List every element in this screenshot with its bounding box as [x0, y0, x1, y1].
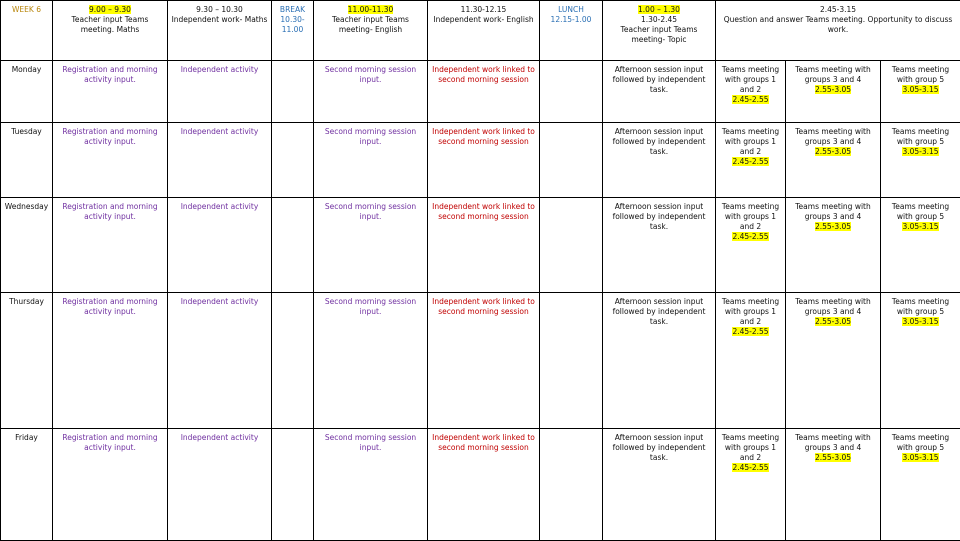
day-label: Thursday	[1, 293, 53, 429]
second-input-cell: Second morning session input.	[314, 293, 428, 429]
group-5-time: 3.05-3.15	[902, 453, 938, 462]
slot1-time: 9.00 – 9.30	[89, 5, 131, 14]
groups-3-4-time: 2.55-3.05	[815, 147, 851, 156]
registration-cell: Registration and morning activity input.	[53, 198, 168, 293]
break-cell	[272, 293, 314, 429]
slot2-time: 9.30 – 10.30	[170, 5, 269, 15]
groups-3-4-time: 2.55-3.05	[815, 453, 851, 462]
groups-3-4-cell	[786, 429, 881, 541]
groups-1-2-time: 2.45-2.55	[732, 157, 768, 166]
day-row-tuesday	[1, 123, 960, 198]
independent-cell: Independent activity	[168, 198, 272, 293]
independent-cell: Independent activity	[168, 61, 272, 123]
break-cell	[272, 198, 314, 293]
break-time: 10.30-11.00	[274, 15, 311, 35]
day-row-wednesday	[1, 198, 960, 293]
groups-3-4-text: Teams meeting with groups 3 and 4	[788, 433, 878, 453]
groups-1-2-cell	[716, 429, 786, 541]
group-5-time: 3.05-3.15	[902, 147, 938, 156]
groups-1-2-text: Teams meeting with groups 1 and 2	[718, 127, 783, 157]
registration-cell: Registration and morning activity input.	[53, 123, 168, 198]
group-5-cell	[881, 61, 960, 123]
independent-cell: Independent activity	[168, 429, 272, 541]
groups-3-4-text: Teams meeting with groups 3 and 4	[788, 297, 878, 317]
day-label: Friday	[1, 429, 53, 541]
group-5-cell	[881, 198, 960, 293]
day-label: Tuesday	[1, 123, 53, 198]
second-work-cell: Independent work linked to second morning session	[428, 429, 540, 541]
group-5-text: Teams meeting with group 5	[883, 297, 958, 317]
second-work-cell: Independent work linked to second morning session	[428, 61, 540, 123]
header-slot4	[428, 1, 540, 61]
group-5-cell	[881, 123, 960, 198]
groups-1-2-time: 2.45-2.55	[732, 232, 768, 241]
day-label: Wednesday	[1, 198, 53, 293]
groups-1-2-text: Teams meeting with groups 1 and 2	[718, 433, 783, 463]
break-cell	[272, 61, 314, 123]
second-input-cell: Second morning session input.	[314, 429, 428, 541]
groups-3-4-text: Teams meeting with groups 3 and 4	[788, 65, 878, 85]
header-break	[272, 1, 314, 61]
afternoon-cell: Afternoon session input followed by independent task.	[603, 293, 716, 429]
groups-1-2-cell	[716, 123, 786, 198]
groups-3-4-cell	[786, 123, 881, 198]
lunch-cell	[540, 429, 603, 541]
slot5-desc: Teacher input Teams meeting- Topic	[605, 25, 713, 45]
group-5-cell	[881, 293, 960, 429]
groups-1-2-cell	[716, 61, 786, 123]
lunch-cell	[540, 198, 603, 293]
groups-1-2-time: 2.45-2.55	[732, 95, 768, 104]
slot6-time: 2.45-3.15	[718, 5, 958, 15]
registration-cell: Registration and morning activity input.	[53, 61, 168, 123]
slot3-desc: Teacher input Teams meeting- English	[316, 15, 425, 35]
second-input-cell: Second morning session input.	[314, 61, 428, 123]
groups-1-2-text: Teams meeting with groups 1 and 2	[718, 297, 783, 327]
lunch-cell	[540, 293, 603, 429]
slot3-time: 11.00-11.30	[348, 5, 394, 14]
groups-1-2-text: Teams meeting with groups 1 and 2	[718, 202, 783, 232]
registration-cell: Registration and morning activity input.	[53, 429, 168, 541]
second-input-cell: Second morning session input.	[314, 198, 428, 293]
header-slot6	[716, 1, 960, 61]
slot2-desc: Independent work- Maths	[170, 15, 269, 25]
afternoon-cell: Afternoon session input followed by independent task.	[603, 429, 716, 541]
groups-3-4-text: Teams meeting with groups 3 and 4	[788, 127, 878, 147]
second-work-cell: Independent work linked to second morning session	[428, 293, 540, 429]
lunch-cell	[540, 123, 603, 198]
independent-cell: Independent activity	[168, 123, 272, 198]
lunch-cell	[540, 61, 603, 123]
groups-3-4-cell	[786, 61, 881, 123]
slot5-time2: 1.30-2.45	[605, 15, 713, 25]
header-row	[1, 1, 960, 61]
header-slot5	[603, 1, 716, 61]
afternoon-cell: Afternoon session input followed by independent task.	[603, 123, 716, 198]
slot4-desc: Independent work- English	[430, 15, 537, 25]
second-work-cell: Independent work linked to second morning session	[428, 198, 540, 293]
day-label: Monday	[1, 61, 53, 123]
break-cell	[272, 429, 314, 541]
second-work-cell: Independent work linked to second morning session	[428, 123, 540, 198]
groups-3-4-cell	[786, 293, 881, 429]
group-5-cell	[881, 429, 960, 541]
group-5-text: Teams meeting with group 5	[883, 433, 958, 453]
group-5-text: Teams meeting with group 5	[883, 65, 958, 85]
week-label: WEEK 6	[1, 1, 53, 61]
break-cell	[272, 123, 314, 198]
group-5-time: 3.05-3.15	[902, 222, 938, 231]
independent-cell: Independent activity	[168, 293, 272, 429]
break-label: BREAK	[274, 5, 311, 15]
day-row-friday	[1, 429, 960, 541]
header-lunch	[540, 1, 603, 61]
registration-cell: Registration and morning activity input.	[53, 293, 168, 429]
slot4-time: 11.30-12.15	[430, 5, 537, 15]
groups-3-4-time: 2.55-3.05	[815, 317, 851, 326]
groups-3-4-text: Teams meeting with groups 3 and 4	[788, 202, 878, 222]
groups-1-2-time: 2.45-2.55	[732, 463, 768, 472]
groups-1-2-cell	[716, 198, 786, 293]
day-row-thursday	[1, 293, 960, 429]
group-5-time: 3.05-3.15	[902, 85, 938, 94]
groups-3-4-time: 2.55-3.05	[815, 222, 851, 231]
groups-1-2-cell	[716, 293, 786, 429]
slot6-desc: Question and answer Teams meeting. Opportunity to discuss work.	[718, 15, 958, 35]
slot5-time: 1.00 – 1.30	[638, 5, 680, 14]
header-slot3	[314, 1, 428, 61]
lunch-time: 12.15-1.00	[542, 15, 600, 25]
groups-1-2-time: 2.45-2.55	[732, 327, 768, 336]
group-5-text: Teams meeting with group 5	[883, 202, 958, 222]
groups-1-2-text: Teams meeting with groups 1 and 2	[718, 65, 783, 95]
slot1-desc: Teacher input Teams meeting. Maths	[55, 15, 165, 35]
groups-3-4-cell	[786, 198, 881, 293]
second-input-cell: Second morning session input.	[314, 123, 428, 198]
day-row-monday	[1, 61, 960, 123]
afternoon-cell: Afternoon session input followed by independent task.	[603, 61, 716, 123]
header-slot2	[168, 1, 272, 61]
header-slot1	[53, 1, 168, 61]
afternoon-cell: Afternoon session input followed by independent task.	[603, 198, 716, 293]
groups-3-4-time: 2.55-3.05	[815, 85, 851, 94]
group-5-time: 3.05-3.15	[902, 317, 938, 326]
lunch-label: LUNCH	[542, 5, 600, 15]
group-5-text: Teams meeting with group 5	[883, 127, 958, 147]
